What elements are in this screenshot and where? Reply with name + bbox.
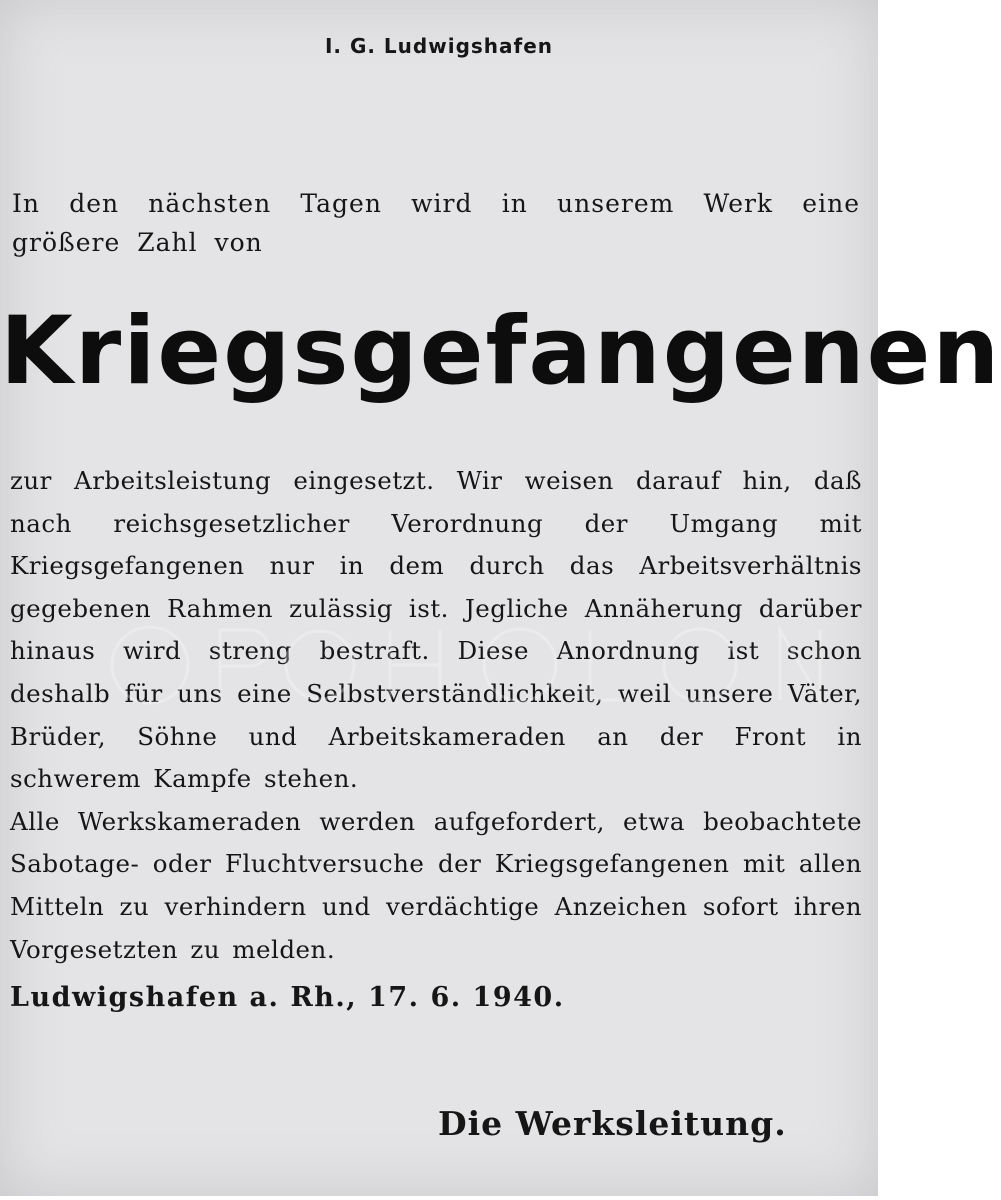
intro-text: In den nächsten Tagen wird in unserem Werk eine größere Zahl von: [12, 189, 860, 257]
signature: Die Werksleitung.: [438, 1104, 787, 1143]
place-date: Ludwigshafen a. Rh., 17. 6. 1940.: [10, 982, 565, 1013]
body-paragraph-1: zur Arbeitsleistung eingesetzt. Wir weisen darauf hin, daß nach reichsgesetzlicher Verordnung der Umgang mit Kriegsgefangenen nur in dem durch das Arbeitsverhältnis gegebenen Rahmen zulässig ist. Jegliche Annäherung darüber hinaus wird streng bestraft. Diese Anordnung ist schon deshalb für uns eine Selbstverständlichkeit, weil unsere Väter, Brüder, Söhne und Arbeitskameraden an der Front in schwerem Kampfe stehen.: [10, 466, 862, 794]
notice-header: I. G. Ludwigshafen: [324, 34, 554, 58]
notice-body: [10, 460, 862, 971]
headline: Kriegsgefangenen: [0, 297, 1001, 406]
body-paragraph-2: Alle Werkskameraden werden aufgefordert, etwa beobachtete Sabotage- oder Fluchtversuche der Kriegsgefangenen mit allen Mitteln zu verhindern und verdächtige Anzeichen sofort ihren Vorgesetzten zu melden.: [10, 806, 862, 964]
